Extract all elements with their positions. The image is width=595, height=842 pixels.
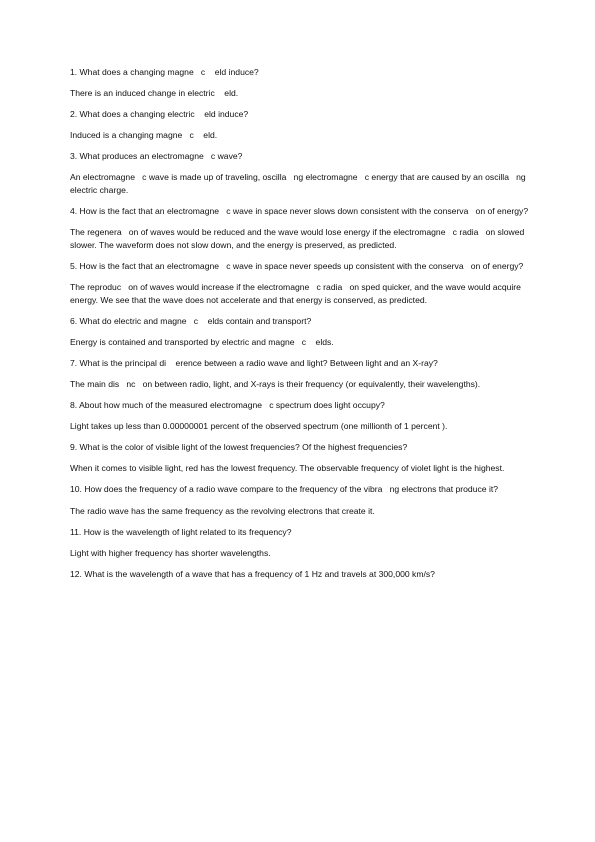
answer-6: Energy is contained and transported by electric and magne c elds. [70, 336, 334, 347]
answer-10: The radio wave has the same frequency as the revolving electrons that create it. [70, 505, 375, 516]
answer-1: There is an induced change in electric eld. [70, 88, 239, 99]
question-7: 7. What is the principal di erence between a radio wave and light? Between light and an X-ray? [70, 357, 438, 368]
question-3: 3. What produces an electromagne c wave? [70, 151, 243, 162]
document-page [70, 66, 530, 589]
answer-2: Induced is a changing magne c eld. [70, 130, 218, 141]
question-11: 11. How is the wavelength of light related to its frequency? [70, 526, 292, 537]
answer-4: The regenera on of waves would be reduced and the wave would lose energy if the electromagne c radia on slowed slower. The waveform does not slow down, and the energy is preserved, as predicted. [70, 227, 527, 250]
question-6: 6. What do electric and magne c elds contain and transport? [70, 315, 312, 326]
question-2: 2. What does a changing electric eld induce? [70, 109, 249, 120]
question-9: 9. What is the color of visible light of the lowest frequencies? Of the highest frequencies? [70, 442, 408, 453]
question-1: 1. What does a changing magne c eld induce? [70, 67, 259, 77]
answer-8: Light takes up less than 0.00000001 percent of the observed spectrum (one millionth of 1 percent ). [70, 421, 448, 432]
question-4: 4. How is the fact that an electromagne c wave in space never slows down consistent with the conserva on of energy? [70, 206, 529, 217]
question-8: 8. About how much of the measured electromagne c spectrum does light occupy? [70, 400, 385, 411]
question-12: 12. What is the wavelength of a wave that has a frequency of 1 Hz and travels at 300,000 km/s? [70, 568, 435, 579]
question-10: 10. How does the frequency of a radio wave compare to the frequency of the vibra ng electrons that produce it? [70, 484, 499, 495]
answer-3: An electromagne c wave is made up of traveling, oscilla ng electromagne c energy that are caused by an oscilla ng electric charge. [70, 172, 529, 196]
question-5: 5. How is the fact that an electromagne c wave in space never speeds up consistent with the conserva on of energy? [70, 260, 524, 271]
answer-7: The main dis nc on between radio, light, and X-rays is their frequency (or equivalently, their wavelengths). [70, 379, 481, 389]
answer-5: The reproduc on of waves would increase if the electromagne c radia on sped quicker, and the wave would acquire energy. We see that the wave does not accelerate and that energy is conserved, as predicted. [70, 282, 524, 305]
answer-9: When it comes to visible light, red has the lowest frequency. The observable frequency of violet light is the highest. [70, 463, 505, 474]
answer-11: Light with higher frequency has shorter wavelengths. [70, 547, 271, 558]
